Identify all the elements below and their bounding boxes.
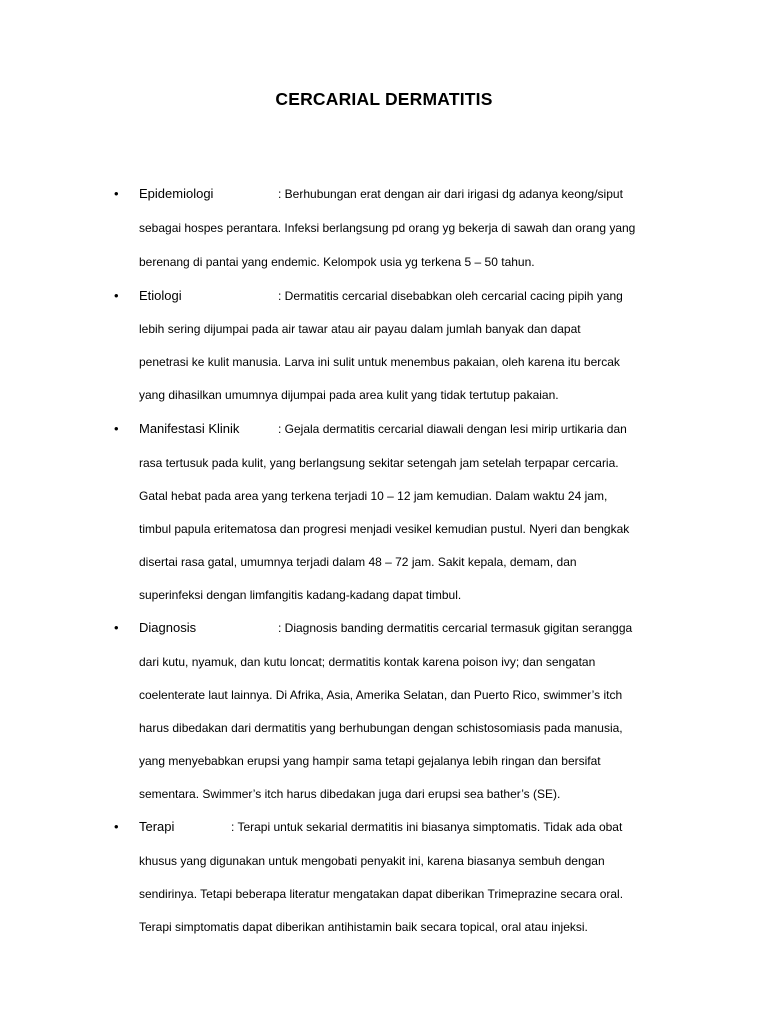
section-line: yang menyebabkan erupsi yang hampir sama tetapi gejalanya lebih ringan dan bersifat [139,754,601,768]
section-label: Manifestasi Klinik [139,421,240,436]
section-line: rasa tertusuk pada kulit, yang berlangsung sekitar setengah jam setelah terpapar cercaria. [139,456,619,470]
section-line: superinfeksi dengan limfangitis kadang-kadang dapat timbul. [139,588,462,602]
bullet-point: • [114,819,119,834]
section-line: sebagai hospes perantara. Infeksi berlangsung pd orang yg bekerja di sawah dan orang yang [139,221,636,235]
section-line: harus dibedakan dari dermatitis yang berhubungan dengan schistosomiasis pada manusia, [139,721,623,735]
section-line: Terapi simptomatis dapat diberikan antihistamin baik secara topical, oral atau injeksi. [139,920,588,934]
bullet-point: • [114,421,119,436]
section-line: timbul papula eritematosa dan progresi menjadi vesikel kemudian pustul. Nyeri dan bengkak [139,522,630,536]
section-line: penetrasi ke kulit manusia. Larva ini sulit untuk menembus pakaian, oleh karena itu bercak [139,355,620,369]
section-line: yang dihasilkan umumnya dijumpai pada area kulit yang tidak tertutup pakaian. [139,388,559,402]
bullet-point: • [114,620,119,635]
section-line: berenang di pantai yang endemic. Kelompok usia yg terkena 5 – 50 tahun. [139,255,535,269]
page-title: CERCARIAL DERMATITIS [275,89,493,109]
section-line: lebih sering dijumpai pada air tawar atau air payau dalam jumlah banyak dan dapat [139,322,581,336]
section-line: sementara. Swimmer’s itch harus dibedakan juga dari erupsi sea bather’s (SE). [139,787,561,801]
section-line: : Diagnosis banding dermatitis cercarial termasuk gigitan serangga [278,621,633,635]
section-line: : Berhubungan erat dengan air dari irigasi dg adanya keong/siput [278,187,623,201]
section-label: Diagnosis [139,620,197,635]
bullet-point: • [114,186,119,201]
section-label: Terapi [139,819,175,834]
section-label: Epidemiologi [139,186,214,201]
section-label: Etiologi [139,288,182,303]
section-line: coelenterate laut lainnya. Di Afrika, Asia, Amerika Selatan, dan Puerto Rico, swimmer’s itch [139,688,623,702]
section-line: disertai rasa gatal, umumnya terjadi dalam 48 – 72 jam. Sakit kepala, demam, dan [139,555,577,569]
section-line: khusus yang digunakan untuk mengobati penyakit ini, karena biasanya sembuh dengan [139,854,605,868]
section-line: Gatal hebat pada area yang terkena terjadi 10 – 12 jam kemudian. Dalam waktu 24 jam, [139,489,608,503]
section-line: : Gejala dermatitis cercarial diawali dengan lesi mirip urtikaria dan [278,422,627,436]
bullet-point: • [114,288,119,303]
section-line: : Terapi untuk sekarial dermatitis ini biasanya simptomatis. Tidak ada obat [231,820,623,834]
section-line: dari kutu, nyamuk, dan kutu loncat; dermatitis kontak karena poison ivy; dan sengatan [139,655,596,669]
section-line: : Dermatitis cercarial disebabkan oleh cercarial cacing pipih yang [278,289,623,303]
section-line: sendirinya. Tetapi beberapa literatur mengatakan dapat diberikan Trimeprazine secara oral. [139,887,624,901]
